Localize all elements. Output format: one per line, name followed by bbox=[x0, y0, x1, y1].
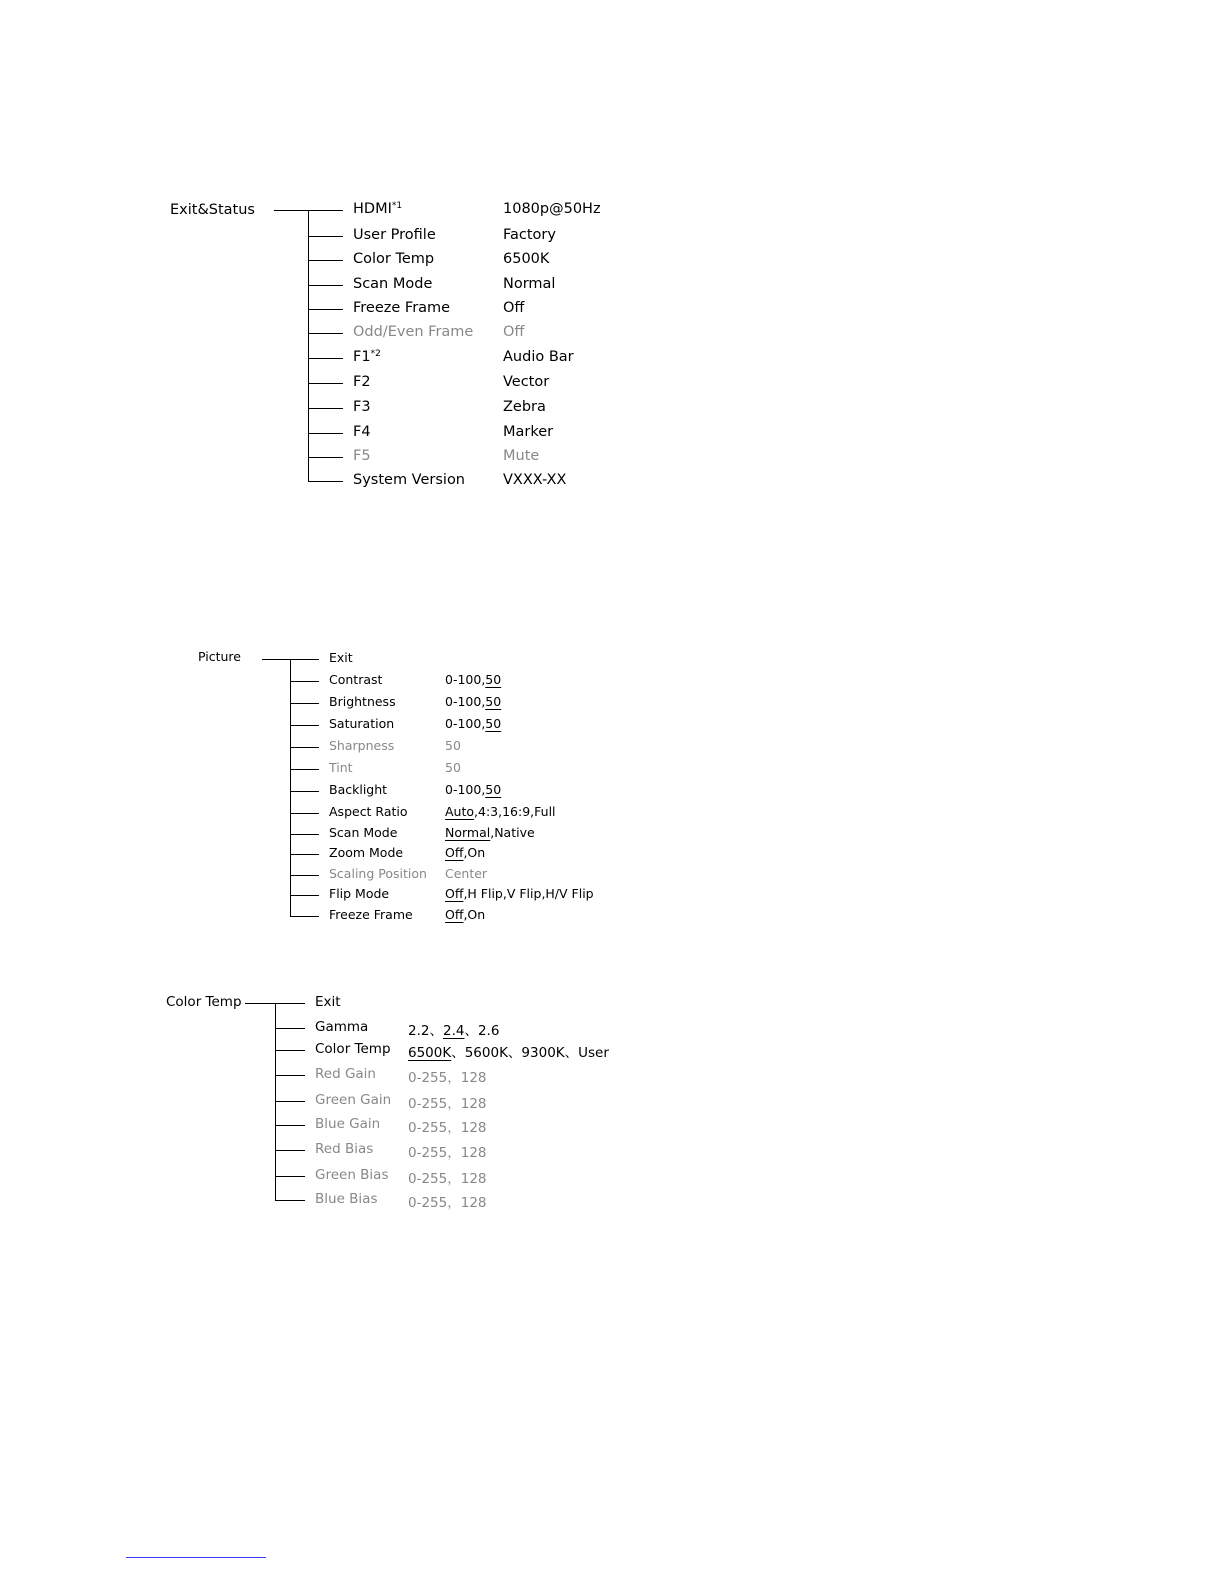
menu-item-label bbox=[329, 760, 353, 775]
menu-item-value bbox=[408, 1191, 487, 1211]
menu-item-value bbox=[445, 866, 487, 881]
menu-item-name: Scan Mode bbox=[353, 276, 433, 292]
menu-item-name: Blue Gain bbox=[315, 1116, 381, 1132]
branch-line bbox=[290, 854, 319, 855]
menu-item-name: Color Temp bbox=[315, 1041, 391, 1057]
option-text: 0-100, bbox=[445, 672, 486, 687]
menu-item-label bbox=[315, 1019, 368, 1035]
menu-item-name: Aspect Ratio bbox=[329, 804, 408, 819]
menu-item-name: Scaling Position bbox=[329, 866, 427, 881]
option-text: 、2.6 bbox=[464, 1023, 500, 1039]
branch-line bbox=[275, 1150, 305, 1151]
menu-item-name: Red Bias bbox=[315, 1141, 374, 1157]
option-text: Vector bbox=[503, 374, 550, 390]
option-text: ,4:3,16:9,Full bbox=[474, 804, 556, 819]
menu-item-value bbox=[503, 300, 524, 316]
menu-item-value bbox=[445, 804, 556, 819]
branch-line bbox=[275, 1050, 305, 1051]
menu-item-name: Blue Bias bbox=[315, 1191, 378, 1207]
option-text: 0-100, bbox=[445, 716, 486, 731]
option-text: ,Native bbox=[490, 825, 535, 840]
menu-item-label bbox=[329, 866, 427, 881]
menu-item-label bbox=[353, 276, 432, 292]
menu-item-name: Contrast bbox=[329, 672, 383, 687]
option-text: 0-255，128 bbox=[408, 1171, 487, 1187]
branch-line bbox=[275, 1028, 305, 1029]
branch-line bbox=[290, 895, 319, 896]
menu-item-name: Color Temp bbox=[353, 251, 435, 267]
menu-item-value bbox=[408, 1066, 487, 1086]
menu-item-label bbox=[353, 424, 371, 440]
option-text: 0-255，128 bbox=[408, 1070, 487, 1086]
branch-line bbox=[308, 333, 343, 334]
menu-item-value bbox=[503, 374, 549, 390]
menu-item-label bbox=[353, 472, 465, 488]
menu-item-name: F2 bbox=[353, 374, 371, 390]
default-option: 2.4 bbox=[442, 1023, 465, 1039]
menu-item-label bbox=[353, 251, 434, 267]
option-text: 0-255，128 bbox=[408, 1195, 487, 1211]
menu-item-name: Brightness bbox=[329, 694, 396, 709]
default-option: 50 bbox=[485, 782, 502, 797]
default-option: 50 bbox=[485, 716, 502, 731]
default-option: 50 bbox=[485, 672, 502, 687]
root-label: Exit&Status bbox=[170, 202, 255, 218]
menu-item-label bbox=[315, 1066, 376, 1082]
option-text: ,On bbox=[463, 845, 486, 860]
menu-item-name: Sharpness bbox=[329, 738, 395, 753]
menu-item-label bbox=[329, 672, 382, 687]
branch-line bbox=[290, 813, 319, 814]
menu-item-name: Red Gain bbox=[315, 1066, 376, 1082]
option-text: 0-255，128 bbox=[408, 1120, 487, 1136]
branch-line bbox=[275, 1101, 305, 1102]
root-label: Picture bbox=[198, 649, 241, 664]
menu-item-name: Exit bbox=[329, 650, 353, 665]
menu-item-value bbox=[445, 716, 501, 731]
menu-item-label bbox=[315, 1191, 377, 1207]
menu-item-label bbox=[329, 886, 389, 901]
branch-line bbox=[290, 703, 319, 704]
menu-item-label bbox=[329, 716, 394, 731]
menu-item-label bbox=[315, 1116, 380, 1132]
menu-item-value bbox=[503, 399, 546, 415]
menu-item-label bbox=[315, 1141, 373, 1157]
menu-item-value bbox=[503, 424, 553, 440]
menu-item-label bbox=[329, 907, 413, 922]
menu-item-name: Exit bbox=[315, 994, 341, 1010]
menu-item-name: Freeze Frame bbox=[329, 907, 413, 922]
option-text: 6500K bbox=[503, 251, 550, 267]
root-label: Color Temp bbox=[166, 994, 242, 1010]
default-option: Auto bbox=[445, 804, 475, 819]
menu-item-label bbox=[329, 782, 387, 797]
menu-item-name: Green Bias bbox=[315, 1167, 389, 1183]
branch-line bbox=[308, 433, 343, 434]
menu-item-value bbox=[408, 1019, 499, 1039]
branch-line bbox=[290, 681, 319, 682]
menu-item-value bbox=[408, 1167, 487, 1187]
option-text: VXXX-XX bbox=[503, 472, 567, 488]
footnote-marker: *1 bbox=[391, 201, 403, 212]
menu-item-name: Flip Mode bbox=[329, 886, 390, 901]
menu-item-name: Odd/Even Frame bbox=[353, 324, 474, 340]
option-text: Mute bbox=[503, 448, 540, 464]
branch-line bbox=[275, 1075, 305, 1076]
menu-item-value bbox=[503, 276, 555, 292]
menu-item-value bbox=[503, 251, 549, 267]
tree-trunk-line bbox=[290, 659, 291, 916]
menu-item-label bbox=[315, 1167, 389, 1183]
menu-item-label bbox=[353, 300, 450, 316]
branch-line bbox=[290, 769, 319, 770]
menu-item-label bbox=[315, 1092, 391, 1108]
menu-item-value bbox=[445, 886, 594, 901]
menu-item-name: F5 bbox=[353, 448, 371, 464]
menu-item-label bbox=[315, 994, 341, 1010]
default-option: 50 bbox=[485, 694, 502, 709]
menu-item-value bbox=[503, 472, 566, 488]
menu-item-name: Green Gain bbox=[315, 1092, 392, 1108]
footnote-separator bbox=[126, 1557, 266, 1558]
default-option: Off bbox=[445, 907, 464, 922]
option-text: Normal bbox=[503, 276, 556, 292]
menu-item-label bbox=[329, 738, 394, 753]
menu-item-name: F4 bbox=[353, 424, 371, 440]
menu-item-value bbox=[445, 907, 485, 922]
branch-line bbox=[308, 408, 343, 409]
option-text: ,On bbox=[463, 907, 486, 922]
menu-item-value bbox=[445, 694, 501, 709]
option-text: Factory bbox=[503, 227, 556, 243]
menu-item-value bbox=[408, 1141, 487, 1161]
menu-item-value bbox=[503, 448, 539, 464]
branch-line bbox=[290, 875, 319, 876]
menu-item-label bbox=[329, 845, 403, 860]
menu-item-label bbox=[329, 804, 408, 819]
option-text: Audio Bar bbox=[503, 349, 574, 365]
menu-item-value bbox=[408, 1116, 487, 1136]
option-text: 、5600K、9300K、User bbox=[451, 1045, 609, 1061]
option-text: 2.2、 bbox=[408, 1023, 443, 1039]
option-text: 0-100, bbox=[445, 782, 486, 797]
option-text: Center bbox=[445, 866, 488, 881]
branch-line bbox=[290, 916, 319, 917]
menu-item-value bbox=[445, 672, 501, 687]
option-text: 0-255，128 bbox=[408, 1145, 487, 1161]
menu-item-name: Saturation bbox=[329, 716, 395, 731]
menu-item-label bbox=[353, 374, 371, 390]
branch-line bbox=[308, 481, 343, 482]
option-text: 0-100, bbox=[445, 694, 486, 709]
menu-item-name: Freeze Frame bbox=[353, 300, 451, 316]
menu-item-label bbox=[353, 448, 371, 464]
option-text: 0-255，128 bbox=[408, 1096, 487, 1112]
menu-item-name: Gamma bbox=[315, 1019, 369, 1035]
default-option: Off bbox=[445, 886, 464, 901]
menu-item-value bbox=[445, 845, 485, 860]
branch-line bbox=[308, 285, 343, 286]
branch-line bbox=[275, 1176, 305, 1177]
branch-line bbox=[290, 791, 319, 792]
default-option: Normal bbox=[445, 825, 491, 840]
menu-item-name: HDMI bbox=[353, 201, 392, 217]
menu-item-value bbox=[503, 349, 574, 365]
branch-line bbox=[308, 383, 343, 384]
menu-item-value bbox=[503, 324, 524, 340]
tree-trunk-line bbox=[308, 210, 309, 481]
default-option: 6500K bbox=[408, 1045, 452, 1061]
branch-line bbox=[275, 1200, 305, 1201]
footnote-marker: *2 bbox=[370, 349, 381, 360]
branch-line bbox=[308, 309, 343, 310]
menu-item-label bbox=[329, 694, 396, 709]
menu-item-value bbox=[503, 227, 556, 243]
default-option: Off bbox=[445, 845, 464, 860]
option-text: 1080p@50Hz bbox=[503, 201, 601, 217]
branch-line bbox=[308, 457, 343, 458]
branch-line bbox=[290, 747, 319, 748]
menu-item-label bbox=[353, 399, 371, 415]
menu-item-value bbox=[408, 1092, 487, 1112]
option-text: 50 bbox=[445, 738, 461, 753]
menu-item-label bbox=[353, 201, 402, 217]
menu-item-name: Scan Mode bbox=[329, 825, 398, 840]
branch-line bbox=[308, 236, 343, 237]
menu-item-value bbox=[445, 738, 461, 753]
branch-line bbox=[308, 358, 343, 359]
menu-item-name: Tint bbox=[329, 760, 353, 775]
option-text: Off bbox=[503, 324, 525, 340]
branch-line bbox=[290, 834, 319, 835]
menu-item-name: F1 bbox=[353, 349, 371, 365]
menu-item-label bbox=[329, 650, 353, 665]
option-text: Marker bbox=[503, 424, 554, 440]
menu-item-label bbox=[353, 349, 381, 365]
menu-item-value bbox=[445, 825, 535, 840]
option-text: Zebra bbox=[503, 399, 546, 415]
branch-line bbox=[275, 1125, 305, 1126]
menu-item-name: F3 bbox=[353, 399, 371, 415]
menu-item-label bbox=[329, 825, 397, 840]
menu-item-label bbox=[315, 1041, 391, 1057]
menu-item-name: System Version bbox=[353, 472, 465, 488]
menu-item-value bbox=[445, 782, 501, 797]
menu-item-label bbox=[353, 324, 473, 340]
menu-item-name: Zoom Mode bbox=[329, 845, 404, 860]
menu-item-name: Backlight bbox=[329, 782, 388, 797]
branch-line bbox=[290, 725, 319, 726]
option-text: ,H Flip,V Flip,H/V Flip bbox=[463, 886, 594, 901]
menu-item-label bbox=[353, 227, 436, 243]
option-text: 50 bbox=[445, 760, 461, 775]
menu-item-value bbox=[503, 201, 601, 217]
menu-item-value bbox=[408, 1041, 609, 1061]
branch-line bbox=[308, 260, 343, 261]
menu-item-value bbox=[445, 760, 461, 775]
option-text: Off bbox=[503, 300, 525, 316]
menu-item-name: User Profile bbox=[353, 227, 436, 243]
